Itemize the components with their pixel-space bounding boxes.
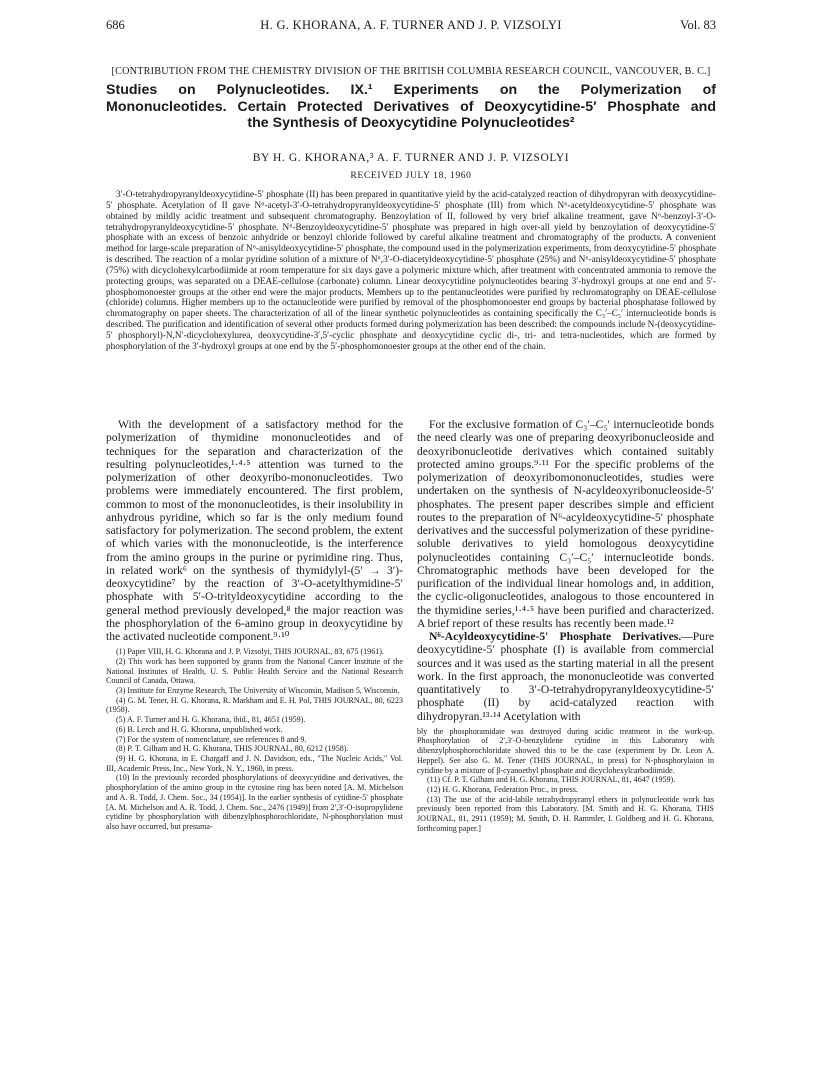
left-body-text: With the development of a satisfactory method for the polymerization of thymidine mononucleotides and of techniques for the separation and characterization of the resulting polynucleotides,¹·⁴·⁵ attention was turned to the polymerization of other deoxyribo-mononucleotides. Two problems were immediately encountered. The first problem, common to most of the mononucleotides, is their insolubility in anhydrous pyridine, which so far is the only medium found satisfactory for polymerization. The second problem, the extent of which varies with the mononucleotide, is the interference from the amino groups in the purine or pyrimidine ring. Thus, in related work⁶ on the synthesis of thymidylyl-(5′ → 3′)-deoxycytidine⁷ by the reaction of 3′-O-acetylthymidine-5′ phosphate with 5′-O-trityldeoxycytidine according to the general method previously developed,⁸ the major reaction was the phosphorylation of the 6-amino group in deoxycytidine by the activated nucleotide component.⁹·¹⁰: [106, 418, 403, 643]
footnote: (9) H. G. Khorana, in E. Chargaff and J. N. Davidson, eds., "The Nucleic Acids," Vol. III, Academic Press, Inc., New York, N. Y., 1960, in press.: [106, 753, 403, 773]
title-line-3: the Synthesis of Deoxycytidine Polynucleotides²: [247, 115, 575, 131]
footnote: (5) A. F. Turner and H. G. Khorana, ibid., 81, 4651 (1959).: [116, 715, 306, 725]
footnote-continued: bly the phosphoramidate was destroyed during acidic treatment in the work-up. Phosphorylation of 2′,3′-O-benzylidene cytidine in this Laboratory with dibenzylphosphorochloridate showed this to be the case (experiment by Dr. Leon A. Heppel). See also G. M. Tener (THIS JOURNAL, in press) for N-phosphorylaion in cytidine by a mixture of β-cyanoethyl phosphate and dicyclohexylcarbodiimide.: [417, 726, 714, 775]
right-column: [417, 418, 714, 833]
section-heading: N⁶-Acyldeoxycytidine-5′ Phosphate Derivatives.: [429, 630, 682, 643]
footnote: (13) The use of the acid-labile tetrahydropyranyl ethers in polynucleotide work has previously been reported from this Laboratory. [M. Smith and H. G. Khorana, THIS JOURNAL, 81, 2911 (1959); M. Smith, D. H. Rammler, I. Goldberg and H. G. Khorana, forthcoming paper.]: [417, 794, 714, 833]
footnote: (6) B. Lerch and H. G. Khorana, unpublished work.: [116, 724, 283, 734]
page-number: 686: [106, 18, 125, 32]
footnote: (7) For the system of nomenclature, see references 8 and 9.: [116, 734, 307, 744]
footnote: (8) P. T. Gilham and H. G. Khorana, THIS JOURNAL, 80, 6212 (1958).: [116, 744, 349, 754]
contribution-line: [CONTRIBUTION FROM THE CHEMISTRY DIVISION OF THE BRITISH COLUMBIA RESEARCH COUNCIL, VANCOUVER, B. C.]: [111, 66, 711, 77]
section-body-text: —Pure deoxycytidine-5′ phosphate (I) is available from commercial sources and it was used as the starting material in all the present work. In the first approach, the mononucleotide was converted quantitatively to 3′-O-tetrahydropyranyldeoxycytidine-5′ phosphate (II) by acid-catalyzed reaction with dihydropyran.¹³·¹⁴ Acetylation with: [417, 630, 714, 723]
title-line-1: Studies on Polynucleotides. IX.¹ Experiments on the Polymerization of: [106, 82, 716, 98]
footnote: (3) Institute for Enzyme Research, The University of Wisconsin, Madison 5, Wisconsin.: [116, 686, 400, 696]
right-footnotes: [417, 727, 714, 834]
right-body-text: For the exclusive formation of C₃′–C₅′ internucleotide bonds the need clearly was one of preparing deoxyribonucleoside and deoxyribonucleotide derivatives which contained suitably protected amino groups.⁹·¹¹ For the specific problems of the polymerization of deoxyribomononucleotides, studies were undertaken on the synthesis of N-acyldeoxyribonucleoside-5′ phosphates. The present paper describes simple and efficient routes to the preparation of N⁶-acyldeoxycytidine-5′ phosphate derivatives and the successful polymerization of these pyridine-soluble derivatives to yield homologous deoxycytidine polynucleotides containing C₃′–C₅′ internucleotide bonds. Chromatographic methods have been developed for the purification of the individual linear homologs and, in addition, the cyclic-oligonucleotides, analogous to those encountered in the thymidine series,¹·⁴·⁵ have been purified and characterized. A brief report of these results has recently been made.¹²: [417, 418, 714, 630]
footnote: (1) Paper VIII, H. G. Khorana and J. P. Vizsolyi, THIS JOURNAL, 83, 675 (1961).: [116, 647, 384, 657]
footnote: (2) This work has been supported by grants from the National Cancer Institute of the National Institutes of Health, U. S. Public Health Service and the National Research Council of Canada, Ottawa.: [106, 656, 403, 686]
footnote: (4) G. M. Tener, H. G. Khorana, R. Markham and E. H. Pol, THIS JOURNAL, 80, 6223 (1958).: [106, 695, 403, 715]
section-paragraph: [417, 630, 714, 723]
received-date: RECEIVED JULY 18, 1960: [350, 170, 472, 181]
running-head: [106, 18, 716, 34]
running-head-authors: H. G. KHORANA, A. F. TURNER AND J. P. VIZSOLYI: [260, 18, 562, 32]
left-column: [106, 418, 403, 832]
volume-label: Vol. 83: [680, 18, 716, 32]
left-footnotes: [106, 647, 403, 831]
byline: BY H. G. KHORANA,³ A. F. TURNER AND J. P. VIZSOLYI: [252, 152, 570, 164]
abstract: 3′-O-tetrahydropyranyldeoxycytidine-5′ phosphate (II) has been prepared in quantitative yield by the acid-catalyzed reaction of dihydropyran with deoxycytidine-5′ phosphate. Acetylation of II gave N⁶-acetyl-3′-O-tetrahydropyranyldeoxycytidine-5′ phosphate (III) from which N⁶-acetyldeoxycytidine-5′ phosphate was obtained by mildly acidic treatment and subsequent chromatography. Benzoylation of II, followed by very brief alkaline treatment, gave N⁶-benzoyl-3′-O-tetrahydropyranyldeoxycytidine-5′ phosphate. N⁶-Benzoyldeoxycytidine-5′ phosphate was prepared in high over-all yield by benzoylation of deoxycytidine-5′ phosphate with an excess of benzoic anhydride or benzoyl chloride followed by careful alkaline treatment and chromatography of the products. A convenient method for large-scale preparation of N⁶-anisyldeoxycytidine-5′ phosphate, the compound used in the polymerization experiments, from deoxycytidine-5′ phosphate is described. The reaction of a molar pyridine solution of a mixture of N⁶,3′-O-diacetyldeoxycytidine-5′ phosphate (25%) and N⁶-anisyldeoxycytidine-5′ phosphate (75%) with dicyclohexylcarbodiimide at room temperature for six days gave a polymeric mixture which, after treatment with concentrated ammonia to remove the protecting groups, was separated on a DEAE-cellulose (carbonate) column. Linear deoxycytidine polynucleotides bearing 3′-hydroxyl groups at one end and 5′-phosphomonoester groups at the other end were the major products. Members up to the pentanucleotides were purified by rechromatography on DEAE-cellulose (chloride) columns. Higher members up to the octanucleotide were purified by removal of the phosphomonoester end groups by bacterial phosphatase followed by chromatography on paper sheets. The characterization of all of the linear synthetic polynucleotides as containing specifically the C₃′–C₅′ internucleotide bonds is described. The purification and identification of several other products formed during polymerization has been described: the compounds include N-(deoxycytidine-5′ phosphoryl)-N,N′-dicyclohexylurea, deoxycytidine-3′,5′-cyclic phosphate and deoxycytidine cyclic di-, tri- and tetra-nucleotides, which are formed by phosphorylation of the 3′-hydroxyl groups at one end by the 5′-phosphomonoester groups at the other end of the chain.: [106, 190, 716, 352]
footnote: (11) Cf. P. T. Gilham and H. G. Khorana, THIS JOURNAL, 81, 4647 (1959).: [427, 775, 676, 785]
footnote: (10) In the previously recorded phosphorylations of deoxycytidine and derivatives, the phosphorylation of the amino group in the cytosine ring has been noted [A. M. Michelson and A. R. Todd, J. Chem. Soc., 34 (1954)]. In the earlier synthesis of cytidine-5′ phosphate [A. M. Michelson and A. R. Todd, J. Chem. Soc., 2476 (1949)] from 2′,3′-O-isopropylidene cytidine by phosphorylation with dibenzylphosphorochloridate, N-phosphorylation must also have occurred, but presuma-: [106, 773, 403, 831]
footnote: (12) H. G. Khorana, Federation Proc., in press.: [427, 784, 578, 794]
title-line-2: Mononucleotides. Certain Protected Derivatives of Deoxycytidine-5′ Phosphate and: [106, 98, 716, 115]
article-title: [106, 82, 716, 132]
